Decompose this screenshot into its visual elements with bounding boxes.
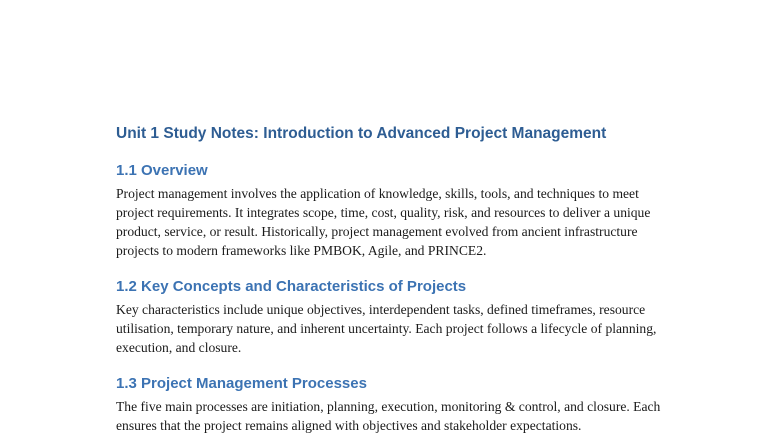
document-content bbox=[116, 124, 668, 435]
section-heading: 1.3 Project Management Processes bbox=[116, 375, 367, 392]
section-paragraph: Key characteristics include unique objectives, interdependent tasks, defined timeframes, resource utilisation, temporary nature, and inherent uncertainty. Each project follows a lifecycle of planning, execution, and closure. bbox=[116, 302, 657, 355]
section-heading: 1.1 Overview bbox=[116, 162, 208, 179]
section-heading: 1.2 Key Concepts and Characteristics of Projects bbox=[116, 278, 467, 295]
section-overview bbox=[116, 161, 668, 260]
section-paragraph: Project management involves the application of knowledge, skills, tools, and techniques to meet project requirements. It integrates scope, time, cost, quality, risk, and resources to deliver a unique product, service, or result. Historically, project management evolved from ancient infrastructure projects to modern frameworks like PMBOK, Agile, and PRINCE2. bbox=[116, 186, 651, 258]
document-title: Unit 1 Study Notes: Introduction to Advanced Project Management bbox=[116, 125, 607, 142]
section-paragraph: The five main processes are initiation, planning, execution, monitoring & control, and closure. Each ensures that the project remains aligned with objectives and stakeholder expectations. bbox=[116, 399, 661, 433]
section-processes bbox=[116, 374, 668, 435]
section-key-concepts bbox=[116, 277, 668, 357]
